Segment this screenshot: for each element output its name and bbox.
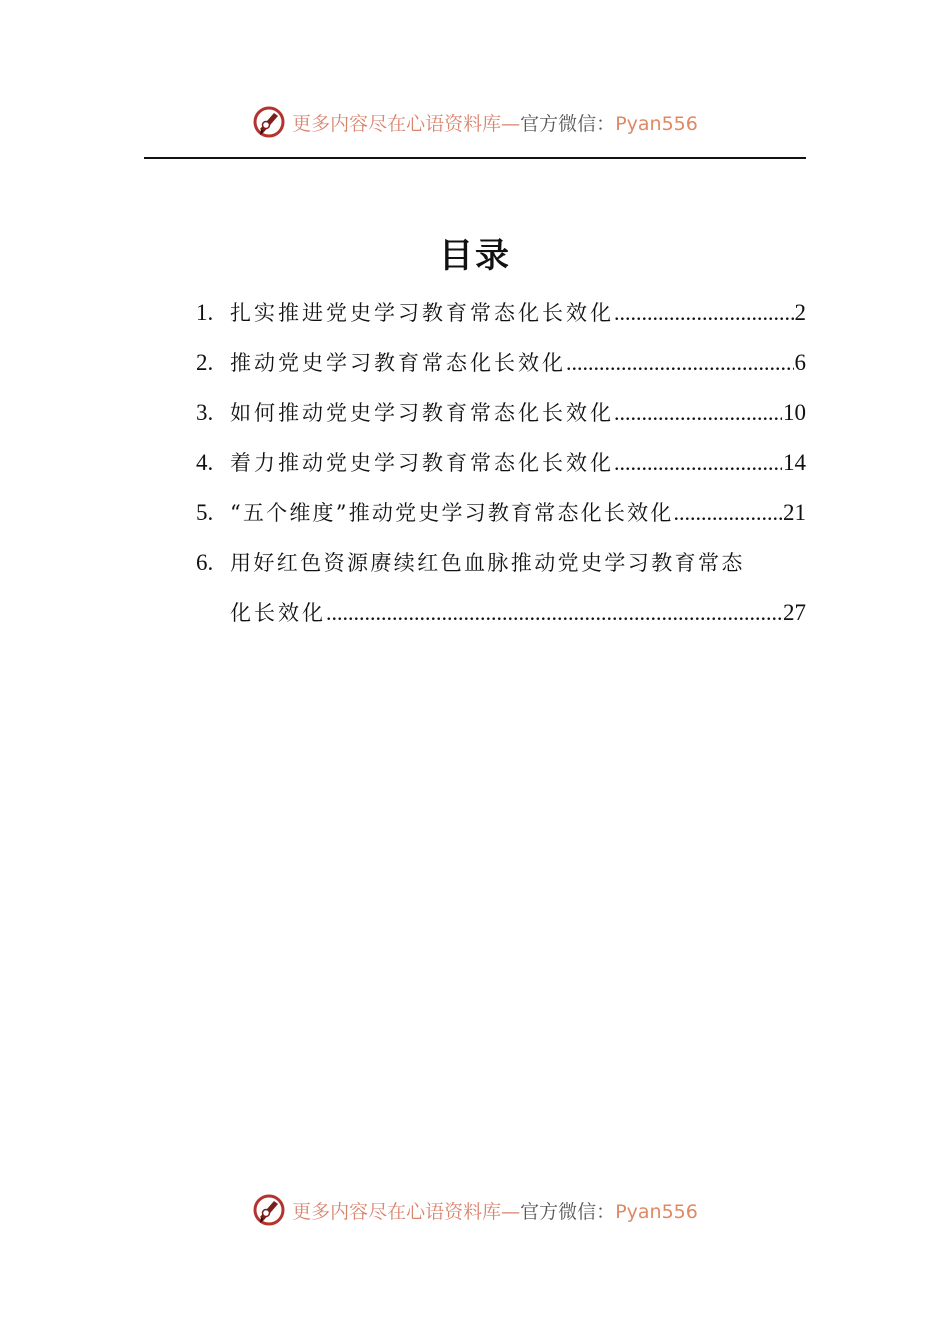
banner-text — [292, 1197, 698, 1224]
toc-entry-page: 10 — [783, 400, 806, 425]
pen-logo-icon — [252, 105, 286, 139]
toc-leader-dots — [614, 288, 794, 338]
toc-leader-dots — [566, 338, 794, 388]
toc-entry-label-line1: 用好红色资源赓续红色血脉推动党史学习教育常态 — [230, 551, 745, 575]
toc-leader-dots — [326, 588, 782, 638]
toc-entry-label-line2: 化长效化 — [230, 601, 326, 625]
header-banner — [0, 102, 950, 142]
toc-entry-page: 27 — [783, 600, 806, 625]
toc-leader-dots — [614, 438, 782, 488]
toc-entry-number: 3. — [196, 400, 214, 425]
toc-title: 目录 — [439, 236, 511, 276]
toc-entry[interactable] — [196, 488, 806, 538]
toc-entry[interactable] — [196, 288, 806, 338]
toc-entry-label: 如何推动党史学习教育常态化长效化 — [230, 401, 614, 425]
toc-entry[interactable] — [196, 438, 806, 488]
toc-entry-label: “五个维度”推动党史学习教育常态化长效化 — [230, 501, 674, 525]
table-of-contents — [196, 288, 806, 638]
banner-wechat-id: Pyan556 — [615, 1200, 698, 1223]
banner-text — [292, 109, 698, 136]
toc-leader-dots — [673, 488, 782, 538]
header-divider — [144, 157, 806, 159]
toc-entry-number: 2. — [196, 350, 214, 375]
toc-entry[interactable] — [196, 538, 806, 588]
banner-wechat-id: Pyan556 — [615, 112, 698, 135]
banner-dash: — — [501, 112, 521, 135]
toc-entry-label: 扎实推进党史学习教育常态化长效化 — [230, 301, 614, 325]
toc-entry-number: 5. — [196, 500, 214, 525]
banner-wechat-label: 官方微信： — [520, 1200, 616, 1223]
toc-entry-page: 21 — [783, 500, 806, 525]
toc-entry-label: 着力推动党史学习教育常态化长效化 — [230, 451, 614, 475]
toc-entry-page: 6 — [794, 350, 806, 375]
toc-entry-number: 6. — [196, 550, 214, 575]
toc-entry-continuation[interactable] — [196, 588, 806, 638]
toc-entry-page: 14 — [783, 450, 806, 475]
toc-entry[interactable] — [196, 388, 806, 438]
toc-entry-page: 2 — [794, 300, 806, 325]
toc-entry[interactable] — [196, 338, 806, 388]
banner-main-text: 更多内容尽在心语资料库 — [292, 112, 502, 135]
toc-entry-label: 推动党史学习教育常态化长效化 — [230, 351, 566, 375]
footer-banner — [0, 1190, 950, 1230]
toc-leader-dots — [614, 388, 782, 438]
banner-wechat-label: 官方微信： — [520, 112, 616, 135]
pen-logo-icon — [252, 1193, 286, 1227]
toc-entry-number: 4. — [196, 450, 214, 475]
toc-entry-number: 1. — [196, 300, 214, 325]
banner-dash: — — [501, 1200, 521, 1223]
banner-main-text: 更多内容尽在心语资料库 — [292, 1200, 502, 1223]
